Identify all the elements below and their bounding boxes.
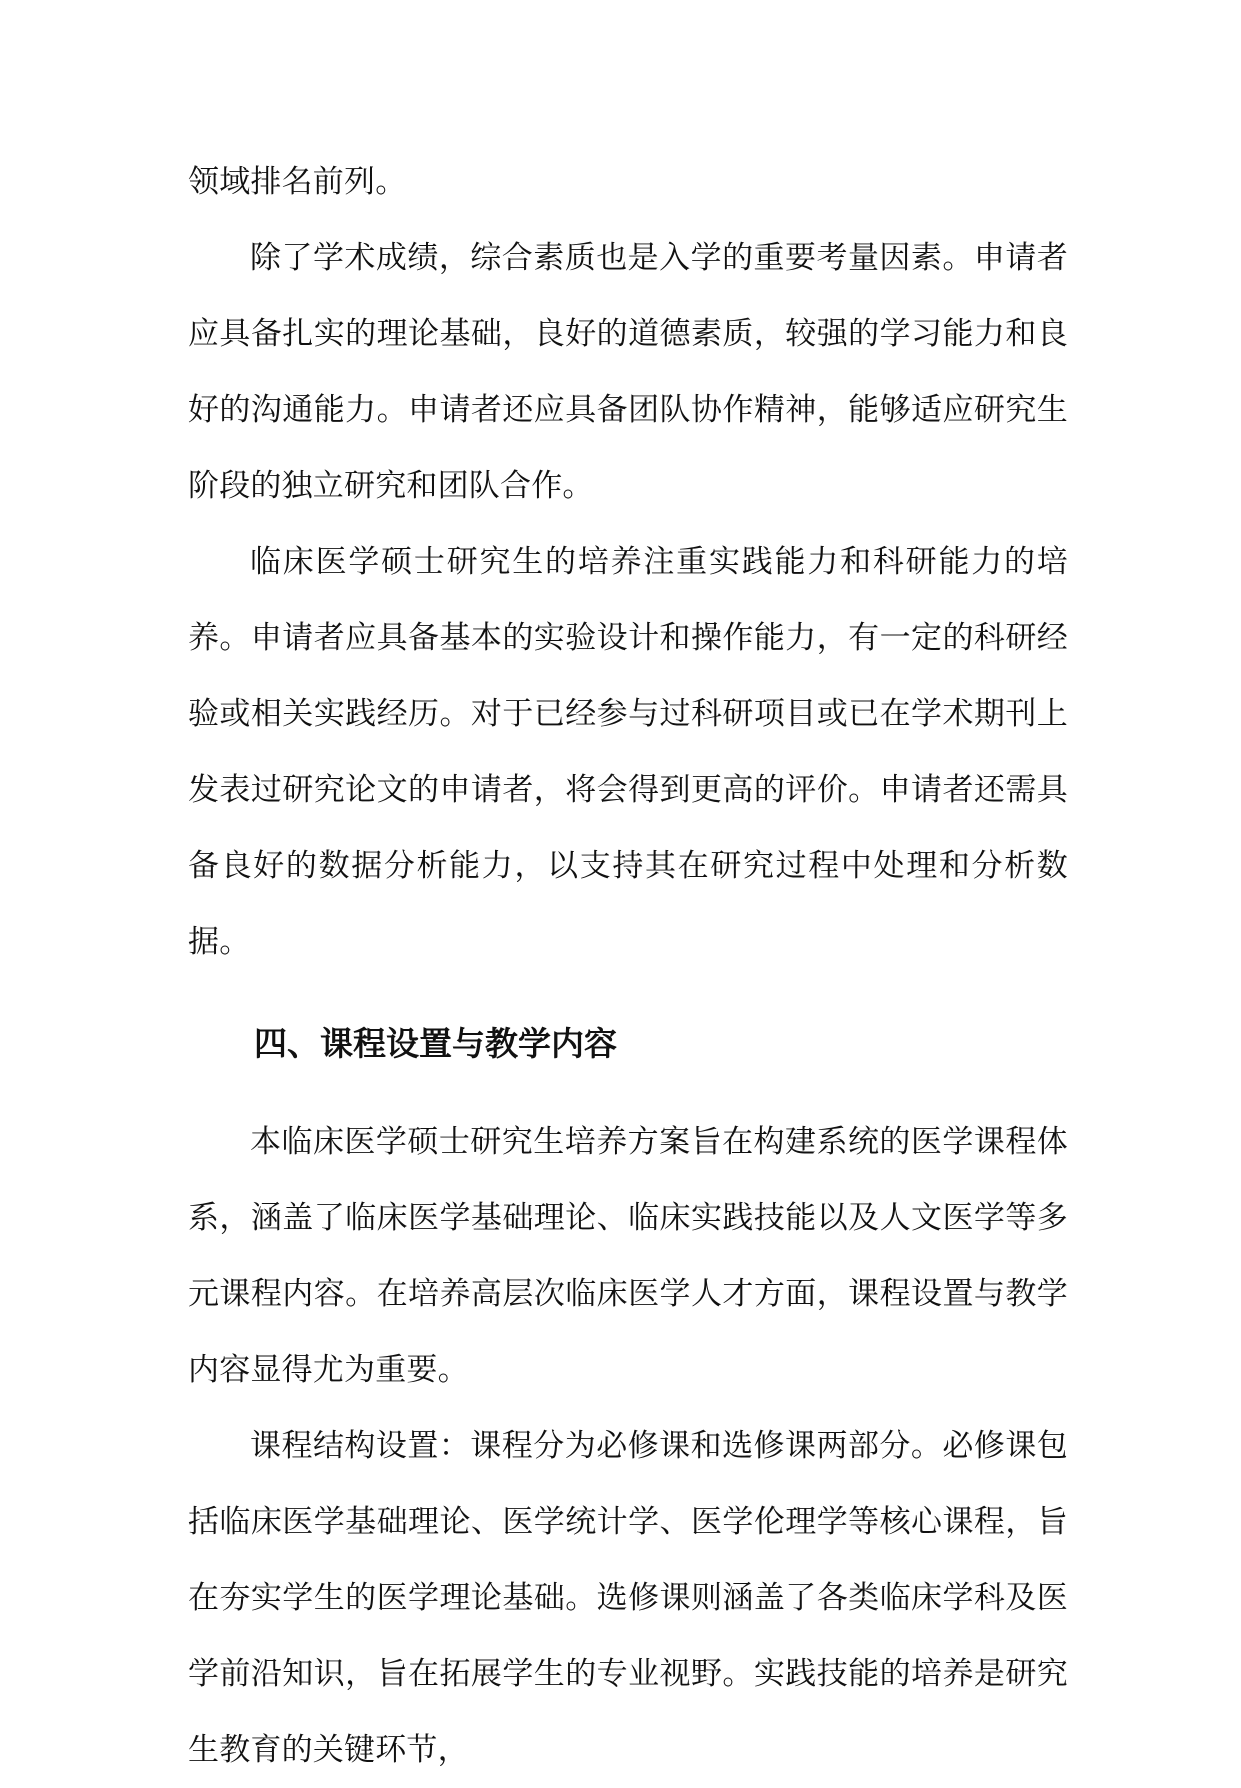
paragraph-course-structure: 课程结构设置：课程分为必修课和选修课两部分。必修课包括临床医学基础理论、医学统计学、医学伦理学等核心课程，旨在夯实学生的医学理论基础。选修课则涵盖了各类临床学科及医学前沿知识，旨在拓展学生的专业视野。实践技能的培养是研究生教育的关键环节， [188,1428,1068,1768]
paragraph-curriculum-overview: 本临床医学硕士研究生培养方案旨在构建系统的医学课程体系，涵盖了临床医学基础理论、临床实践技能以及人文医学等多元课程内容。在培养高层次临床医学人才方面，课程设置与教学内容显得尤为重要。 [188,1124,1068,1388]
paragraph-continuation: 领域排名前列。 [188,164,407,200]
section-heading: 四、课程设置与教学内容 [254,1024,617,1063]
paragraph-comprehensive-quality: 除了学术成绩，综合素质也是入学的重要考量因素。申请者应具备扎实的理论基础，良好的道德素质，较强的学习能力和良好的沟通能力。申请者还应具备团队协作精神，能够适应研究生阶段的独立研究和团队合作。 [188,240,1068,504]
document-body [188,144,1068,1788]
paragraph-practice-research: 临床医学硕士研究生的培养注重实践能力和科研能力的培养。申请者应具备基本的实验设计和操作能力，有一定的科研经验或相关实践经历。对于已经参与过科研项目或已在学术期刊上发表过研究论文的申请者，将会得到更高的评价。申请者还需具备良好的数据分析能力，以支持其在研究过程中处理和分析数据。 [188,544,1068,960]
